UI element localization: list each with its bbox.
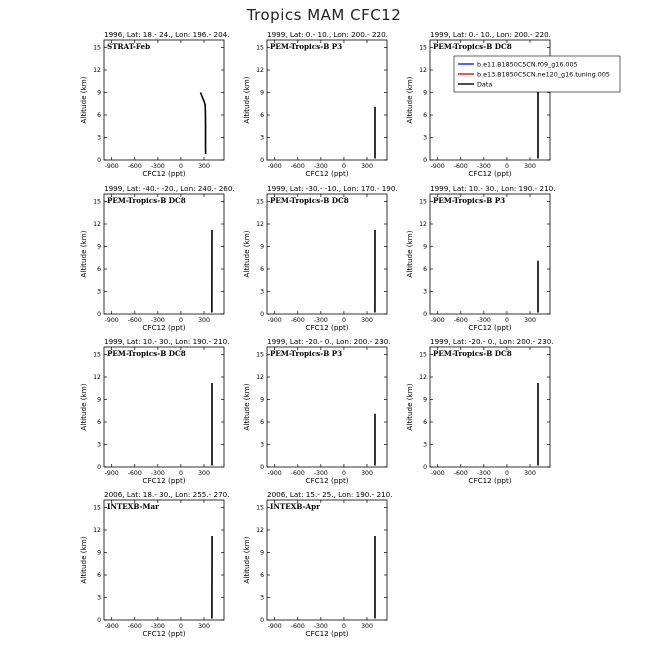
figure-title: Tropics MAM CFC12 — [246, 6, 402, 24]
x-tick-label: -600 — [127, 163, 142, 170]
x-tick-label: -900 — [267, 163, 282, 170]
y-tick-label: 6 — [423, 266, 427, 274]
y-tick-label: 15 — [256, 504, 264, 512]
panel-frame — [104, 500, 224, 620]
y-tick-label: 12 — [256, 221, 264, 229]
panel-header: 2006, Lat: 15.- 25., Lon: 190.- 210. — [267, 490, 393, 499]
x-tick-label: 300 — [198, 470, 210, 477]
x-tick-label: -900 — [267, 623, 282, 630]
x-tick-label: -300 — [150, 317, 165, 324]
x-tick-label: -300 — [150, 470, 165, 477]
x-tick-label: -600 — [290, 623, 305, 630]
y-tick-label: 0 — [97, 464, 101, 472]
y-axis-label: Altitude (km) — [242, 230, 251, 278]
x-tick-label: 300 — [198, 163, 210, 170]
x-tick-label: 0 — [178, 163, 183, 170]
y-tick-label: 9 — [260, 549, 264, 557]
y-tick-label: 9 — [423, 89, 427, 97]
x-tick-label: 0 — [178, 623, 183, 630]
y-tick-label: 15 — [256, 351, 264, 359]
y-tick-label: 3 — [97, 134, 101, 142]
y-tick-label: 15 — [419, 198, 427, 206]
y-tick-label: 9 — [97, 549, 101, 557]
panel-header: 1999, Lat: -30.- -10., Lon: 170.- 190. — [267, 184, 398, 193]
x-tick-label: 300 — [524, 317, 536, 324]
y-tick-label: 0 — [423, 311, 427, 319]
y-axis-label: Altitude (km) — [79, 536, 88, 584]
x-tick-label: -900 — [430, 470, 445, 477]
panel-frame — [267, 40, 387, 160]
y-tick-label: 6 — [423, 419, 427, 427]
x-tick-label: -600 — [453, 470, 468, 477]
legend-entry-label: b.e13.B1850C5CN.ne120_g16.tuning.005 — [477, 70, 610, 79]
legend-entry-label: b.e11.B1850C5CN.f09_g16.005 — [477, 60, 578, 69]
x-tick-label: 300 — [361, 317, 373, 324]
y-tick-label: 12 — [419, 221, 427, 229]
y-tick-label: 12 — [256, 527, 264, 535]
x-tick-label: -900 — [267, 470, 282, 477]
panel-campaign-label: INTEXB-Mar — [107, 502, 159, 511]
y-tick-label: 3 — [97, 288, 101, 296]
x-tick-label: -600 — [290, 163, 305, 170]
y-tick-label: 0 — [97, 311, 101, 319]
panel-header: 1999, Lat: 0.- 10., Lon: 200.- 220. — [430, 30, 551, 39]
panel-frame — [267, 347, 387, 467]
x-tick-label: 300 — [361, 623, 373, 630]
y-tick-label: 9 — [260, 243, 264, 251]
panel-campaign-label: PEM-Tropics-B DC8 — [270, 196, 349, 205]
y-axis-label: Altitude (km) — [405, 76, 414, 124]
y-tick-label: 15 — [93, 351, 101, 359]
x-tick-label: -600 — [127, 317, 142, 324]
panel-campaign-label: PEM-Tropics-B P3 — [270, 42, 343, 51]
y-tick-label: 12 — [93, 67, 101, 75]
panel-campaign-label: PEM-Tropics-B DC8 — [107, 196, 186, 205]
x-tick-label: -300 — [476, 317, 491, 324]
y-tick-label: 3 — [97, 594, 101, 602]
panel-frame — [104, 347, 224, 467]
y-tick-label: 3 — [423, 288, 427, 296]
panel-frame — [267, 500, 387, 620]
y-tick-label: 15 — [93, 44, 101, 52]
x-tick-label: 0 — [504, 470, 509, 477]
y-axis-label: Altitude (km) — [405, 383, 414, 431]
y-tick-label: 0 — [260, 617, 264, 625]
x-axis-label: CFC12 (ppt) — [305, 476, 349, 485]
data-series-line — [201, 93, 206, 155]
y-tick-label: 6 — [423, 112, 427, 120]
x-tick-label: 0 — [504, 317, 509, 324]
y-axis-label: Altitude (km) — [79, 383, 88, 431]
panel-frame — [267, 194, 387, 314]
y-axis-label: Altitude (km) — [79, 76, 88, 124]
x-tick-label: -900 — [104, 623, 119, 630]
x-axis-label: CFC12 (ppt) — [468, 169, 512, 178]
y-tick-label: 9 — [97, 243, 101, 251]
x-tick-label: -300 — [313, 163, 328, 170]
x-tick-label: -300 — [150, 163, 165, 170]
y-tick-label: 6 — [260, 572, 264, 580]
x-tick-label: -600 — [290, 470, 305, 477]
y-tick-label: 3 — [260, 134, 264, 142]
x-tick-label: 300 — [361, 470, 373, 477]
x-tick-label: -600 — [453, 163, 468, 170]
y-tick-label: 6 — [260, 419, 264, 427]
panel-frame — [430, 194, 550, 314]
panel-header: 2006, Lat: 18.- 30., Lon: 255.- 270. — [104, 490, 230, 499]
x-axis-label: CFC12 (ppt) — [142, 629, 186, 638]
y-tick-label: 3 — [423, 441, 427, 449]
x-tick-label: -900 — [267, 317, 282, 324]
panel-campaign-label: STRAT-Feb — [107, 42, 151, 51]
y-tick-label: 9 — [260, 89, 264, 97]
y-tick-label: 6 — [97, 572, 101, 580]
panel-campaign-label: PEM-Tropics-B P3 — [270, 349, 343, 358]
y-tick-label: 6 — [97, 112, 101, 120]
panel-header: 1999, Lat: -20.- 0., Lon: 200.- 230. — [430, 337, 554, 346]
panel-header: 1999, Lat: -40.- -20., Lon: 240.- 260. — [104, 184, 235, 193]
y-tick-label: 12 — [93, 374, 101, 382]
x-axis-label: CFC12 (ppt) — [142, 169, 186, 178]
x-tick-label: -600 — [290, 317, 305, 324]
y-tick-label: 15 — [256, 44, 264, 52]
y-tick-label: 9 — [423, 396, 427, 404]
x-tick-label: -600 — [453, 317, 468, 324]
x-tick-label: 300 — [361, 163, 373, 170]
y-tick-label: 6 — [97, 266, 101, 274]
y-axis-label: Altitude (km) — [79, 230, 88, 278]
y-tick-label: 12 — [256, 374, 264, 382]
x-tick-label: -300 — [313, 317, 328, 324]
y-tick-label: 15 — [256, 198, 264, 206]
panel-campaign-label: PEM-Tropics-B DC8 — [107, 349, 186, 358]
panel-header: 1999, Lat: -20.- 0., Lon: 200.- 230. — [267, 337, 391, 346]
panel-frame — [104, 194, 224, 314]
y-tick-label: 9 — [260, 396, 264, 404]
y-tick-label: 12 — [93, 527, 101, 535]
y-tick-label: 6 — [260, 112, 264, 120]
x-tick-label: 0 — [178, 470, 183, 477]
y-tick-label: 0 — [260, 311, 264, 319]
y-tick-label: 12 — [93, 221, 101, 229]
x-tick-label: -300 — [313, 623, 328, 630]
panel-header: 1999, Lat: 10.- 30., Lon: 190.- 210. — [104, 337, 230, 346]
x-tick-label: 0 — [341, 163, 346, 170]
x-axis-label: CFC12 (ppt) — [142, 323, 186, 332]
legend-entry-label: Data — [477, 80, 493, 89]
x-tick-label: 0 — [341, 470, 346, 477]
x-tick-label: -300 — [476, 470, 491, 477]
x-tick-label: -600 — [127, 623, 142, 630]
x-tick-label: -900 — [104, 163, 119, 170]
y-tick-label: 0 — [423, 464, 427, 472]
y-tick-label: 3 — [423, 134, 427, 142]
panel-frame — [430, 347, 550, 467]
x-tick-label: -900 — [430, 163, 445, 170]
y-tick-label: 9 — [97, 89, 101, 97]
panel-header: 1999, Lat: 0.- 10., Lon: 200.- 220. — [267, 30, 388, 39]
y-tick-label: 3 — [97, 441, 101, 449]
x-tick-label: -900 — [104, 317, 119, 324]
y-tick-label: 0 — [97, 617, 101, 625]
y-tick-label: 3 — [260, 441, 264, 449]
panel-campaign-label: PEM-Tropics-B P3 — [433, 196, 506, 205]
y-axis-label: Altitude (km) — [242, 383, 251, 431]
panel-campaign-label: INTEXB-Apr — [270, 502, 320, 511]
panel-header: 1999, Lat: 10.- 30., Lon: 190.- 210. — [430, 184, 556, 193]
x-axis-label: CFC12 (ppt) — [305, 323, 349, 332]
x-tick-label: -300 — [313, 470, 328, 477]
y-tick-label: 6 — [260, 266, 264, 274]
x-tick-label: -900 — [430, 317, 445, 324]
y-tick-label: 0 — [260, 464, 264, 472]
x-tick-label: 300 — [198, 317, 210, 324]
x-axis-label: CFC12 (ppt) — [468, 476, 512, 485]
y-tick-label: 12 — [256, 67, 264, 75]
y-tick-label: 3 — [260, 288, 264, 296]
y-axis-label: Altitude (km) — [405, 230, 414, 278]
y-tick-label: 6 — [97, 419, 101, 427]
x-axis-label: CFC12 (ppt) — [305, 169, 349, 178]
x-tick-label: -900 — [104, 470, 119, 477]
y-tick-label: 15 — [93, 504, 101, 512]
x-tick-label: -300 — [476, 163, 491, 170]
x-axis-label: CFC12 (ppt) — [305, 629, 349, 638]
y-tick-label: 0 — [260, 157, 264, 165]
y-tick-label: 12 — [419, 67, 427, 75]
panel-header: 1996, Lat: 18.- 24., Lon: 196.- 204. — [104, 30, 230, 39]
x-axis-label: CFC12 (ppt) — [468, 323, 512, 332]
y-tick-label: 0 — [423, 157, 427, 165]
x-axis-label: CFC12 (ppt) — [142, 476, 186, 485]
y-tick-label: 9 — [97, 396, 101, 404]
y-tick-label: 0 — [97, 157, 101, 165]
y-tick-label: 12 — [419, 374, 427, 382]
y-tick-label: 3 — [260, 594, 264, 602]
x-tick-label: 300 — [198, 623, 210, 630]
x-tick-label: 0 — [341, 317, 346, 324]
panel-campaign-label: PEM-Tropics-B DC8 — [433, 42, 512, 51]
x-tick-label: 0 — [178, 317, 183, 324]
x-tick-label: 300 — [524, 470, 536, 477]
y-tick-label: 15 — [419, 351, 427, 359]
y-tick-label: 15 — [93, 198, 101, 206]
x-tick-label: 0 — [341, 623, 346, 630]
x-tick-label: -300 — [150, 623, 165, 630]
panel-campaign-label: PEM-Tropics-B DC8 — [433, 349, 512, 358]
y-axis-label: Altitude (km) — [242, 76, 251, 124]
y-tick-label: 9 — [423, 243, 427, 251]
y-tick-label: 15 — [419, 44, 427, 52]
x-tick-label: 300 — [524, 163, 536, 170]
y-axis-label: Altitude (km) — [242, 536, 251, 584]
x-tick-label: 0 — [504, 163, 509, 170]
x-tick-label: -600 — [127, 470, 142, 477]
